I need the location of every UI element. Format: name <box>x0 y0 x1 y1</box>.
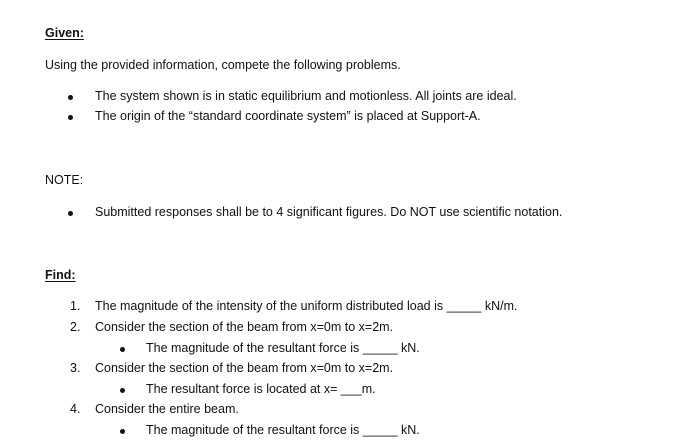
find-item-1-text: The magnitude of the intensity of the uniform distributed load is _____ kN/m. <box>95 299 518 313</box>
bullet-icon <box>68 95 73 100</box>
find-heading: Find: <box>45 268 76 282</box>
find-item-4-sub: The magnitude of the resultant force is _____ kN. <box>146 423 420 437</box>
find-item-1-number: 1. <box>70 299 81 313</box>
bullet-icon <box>68 115 73 120</box>
find-item-3-sub: The resultant force is located at x= ___m. <box>146 382 376 396</box>
find-item-2-text: Consider the section of the beam from x=0m to x=2m. <box>95 320 394 334</box>
find-item-4-text: Consider the entire beam. <box>95 402 239 416</box>
note-heading: NOTE: <box>45 173 84 187</box>
find-item-3-text: Consider the section of the beam from x=0m to x=2m. <box>95 361 394 375</box>
bullet-icon <box>68 211 73 216</box>
bullet-icon <box>120 429 125 434</box>
find-item-3-number: 3. <box>70 361 81 375</box>
given-heading: Given: <box>45 26 84 40</box>
bullet-icon <box>120 347 125 352</box>
note-bullet-1: Submitted responses shall be to 4 significant figures. Do NOT use scientific notation. <box>95 205 563 219</box>
find-item-2-number: 2. <box>70 320 81 334</box>
given-bullet-2: The origin of the “standard coordinate system” is placed at Support-A. <box>95 109 481 123</box>
given-bullet-1: The system shown is in static equilibrium and motionless. All joints are ideal. <box>95 89 517 103</box>
find-item-4-number: 4. <box>70 402 81 416</box>
find-item-2-sub: The magnitude of the resultant force is _____ kN. <box>146 341 420 355</box>
bullet-icon <box>120 388 125 393</box>
given-intro: Using the provided information, compete the following problems. <box>45 58 401 72</box>
